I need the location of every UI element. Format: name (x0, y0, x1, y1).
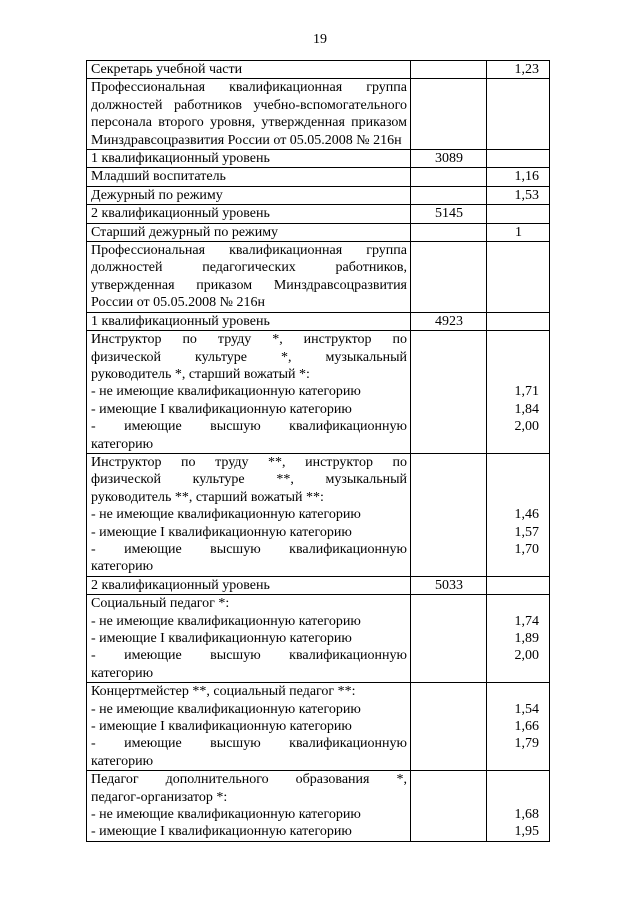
coefficient-cell (487, 576, 550, 594)
cell-line: - имеющие I квалификационную категорию (91, 631, 352, 646)
coefficient-cell (487, 771, 550, 842)
position-cell: Младший воспитатель (87, 168, 411, 186)
position-cell: Дежурный по режиму (87, 186, 411, 204)
base-salary-cell (411, 61, 487, 79)
coefficient-value (491, 789, 539, 806)
base-salary-cell (411, 453, 487, 576)
coefficient-value: 1,46 (514, 507, 539, 523)
cell-line: руководитель **, старший вожатый **: (91, 489, 324, 505)
table-row (87, 223, 550, 241)
base-salary-cell (411, 186, 487, 204)
cell-line: Педагог дополнительного образования *, (91, 772, 407, 788)
coefficient-value (491, 595, 539, 612)
coefficient-value: 1,74 (514, 613, 539, 629)
cell-line: - не имеющие квалификационную категорию (91, 701, 361, 717)
table-row (87, 312, 550, 330)
position-cell (87, 595, 411, 683)
cell-line: - имеющие I квалификационную категорию (91, 524, 352, 540)
coefficient-cell (487, 312, 550, 330)
position-cell: Секретарь учебной части (87, 61, 411, 79)
position-cell: Старший дежурный по режиму (87, 223, 411, 241)
table-row (87, 79, 550, 150)
position-cell (87, 683, 411, 771)
coefficient-value: 1,84 (514, 401, 539, 417)
coefficient-cell (487, 242, 550, 313)
cell-line: - имеющие I квалификационную категорию (91, 824, 352, 840)
coefficient-value (491, 331, 539, 348)
cell-line: - не имеющие квалификационную категорию (91, 807, 361, 823)
base-salary-cell: 5145 (411, 205, 487, 223)
table-row (87, 576, 550, 594)
coefficient-cell (487, 595, 550, 683)
coefficient-value (491, 471, 539, 488)
table-row (87, 771, 550, 842)
base-salary-cell: 5033 (411, 576, 487, 594)
cell-line: физической культуре *, музыкальный (91, 349, 407, 365)
table-row (87, 168, 550, 186)
cell-line: категорию (91, 559, 154, 575)
coefficient-value: 1,54 (514, 701, 539, 717)
coefficient-value: 2,00 (514, 419, 539, 435)
cell-line: педагог-организатор *: (91, 789, 228, 805)
cell-line: - имеющие I квалификационную категорию (91, 401, 352, 417)
salary-coefficient-table (86, 60, 550, 842)
page-number: 19 (313, 32, 327, 47)
coefficient-value: 2,00 (514, 648, 539, 664)
coefficient-cell (487, 79, 550, 150)
coefficient-cell: 1,23 (487, 61, 550, 79)
coefficient-cell: 1,16 (487, 168, 550, 186)
qualification-level-cell: 1 квалификационный уровень (87, 312, 411, 330)
cell-line: - не имеющие квалификационную категорию (91, 507, 361, 523)
cell-line: Концертмейстер **, социальный педагог **: (91, 684, 356, 700)
cell-line: - не имеющие квалификационную категорию (91, 613, 361, 629)
cell-line: - имеющие высшую квалификационную (91, 541, 407, 557)
coefficient-value (491, 771, 539, 788)
coefficient-cell: 1,53 (487, 186, 550, 204)
table-row (87, 186, 550, 204)
cell-line: руководитель *, старший вожатый *: (91, 366, 310, 382)
cell-line: категорию (91, 436, 154, 452)
base-salary-cell: 3089 (411, 150, 487, 168)
coefficient-value (491, 454, 539, 471)
table-row (87, 595, 550, 683)
coefficient-cell (487, 453, 550, 576)
cell-line: Социальный педагог *: (91, 596, 230, 612)
base-salary-cell (411, 771, 487, 842)
cell-line: - имеющие высшую квалификационную (91, 648, 407, 664)
coefficient-value: 1,89 (514, 630, 539, 646)
base-salary-cell (411, 168, 487, 186)
coefficient-cell (487, 331, 550, 454)
table-row (87, 205, 550, 223)
coefficient-value: 1,70 (514, 541, 539, 557)
qualification-level-cell: 2 квалификационный уровень (87, 205, 411, 223)
base-salary-cell: 4923 (411, 312, 487, 330)
coefficient-value (491, 683, 539, 700)
qualification-level-cell: 2 квалификационный уровень (87, 576, 411, 594)
table-row (87, 242, 550, 313)
base-salary-cell (411, 79, 487, 150)
qualification-level-cell: 1 квалификационный уровень (87, 150, 411, 168)
coefficient-value: 1,95 (514, 824, 539, 840)
coefficient-value: 1,57 (514, 524, 539, 540)
coefficient-value: 1,66 (514, 719, 539, 734)
table-row (87, 150, 550, 168)
table-row (87, 453, 550, 576)
coefficient-value: 1,79 (514, 736, 539, 752)
cell-line: категорию (91, 665, 154, 681)
base-salary-cell (411, 242, 487, 313)
group-heading-cell: Профессиональная квалификационная группа должностей работников учебно-вспомогательного персонала второго уровня, утвержденная приказом Минздравсоцразвития России от 05.05.2008 № 216н (87, 79, 411, 150)
base-salary-cell (411, 683, 487, 771)
cell-line: - имеющие высшую квалификационную (91, 419, 407, 435)
coefficient-value: 1,68 (514, 807, 539, 823)
cell-line: - имеющие высшую квалификационную (91, 736, 407, 752)
cell-line: физической культуре **, музыкальный (91, 472, 407, 488)
cell-line: Инструктор по труду *, инструктор по (91, 332, 407, 348)
cell-line: категорию (91, 753, 154, 769)
coefficient-cell (487, 205, 550, 223)
position-cell (87, 453, 411, 576)
base-salary-cell (411, 331, 487, 454)
base-salary-cell (411, 595, 487, 683)
position-cell (87, 771, 411, 842)
coefficient-value (491, 489, 539, 506)
coefficient-value: 1,71 (514, 384, 539, 400)
coefficient-cell (487, 683, 550, 771)
cell-line: Инструктор по труду **, инструктор по (91, 454, 407, 470)
coefficient-cell (487, 150, 550, 168)
cell-line: - не имеющие квалификационную категорию (91, 384, 361, 400)
coefficient-value (491, 366, 539, 383)
position-cell (87, 331, 411, 454)
group-heading-cell: Профессиональная квалификационная группа должностей педагогических работников, утвержденная приказом Минздравсоцразвития России от 05.05.2008 № 216н (87, 242, 411, 313)
table-row (87, 61, 550, 79)
cell-line: - имеющие I квалификационную категорию (91, 719, 352, 735)
table-row (87, 331, 550, 454)
coefficient-value (491, 348, 539, 365)
table-row (87, 683, 550, 771)
coefficient-cell: 1 (487, 223, 550, 241)
base-salary-cell (411, 223, 487, 241)
